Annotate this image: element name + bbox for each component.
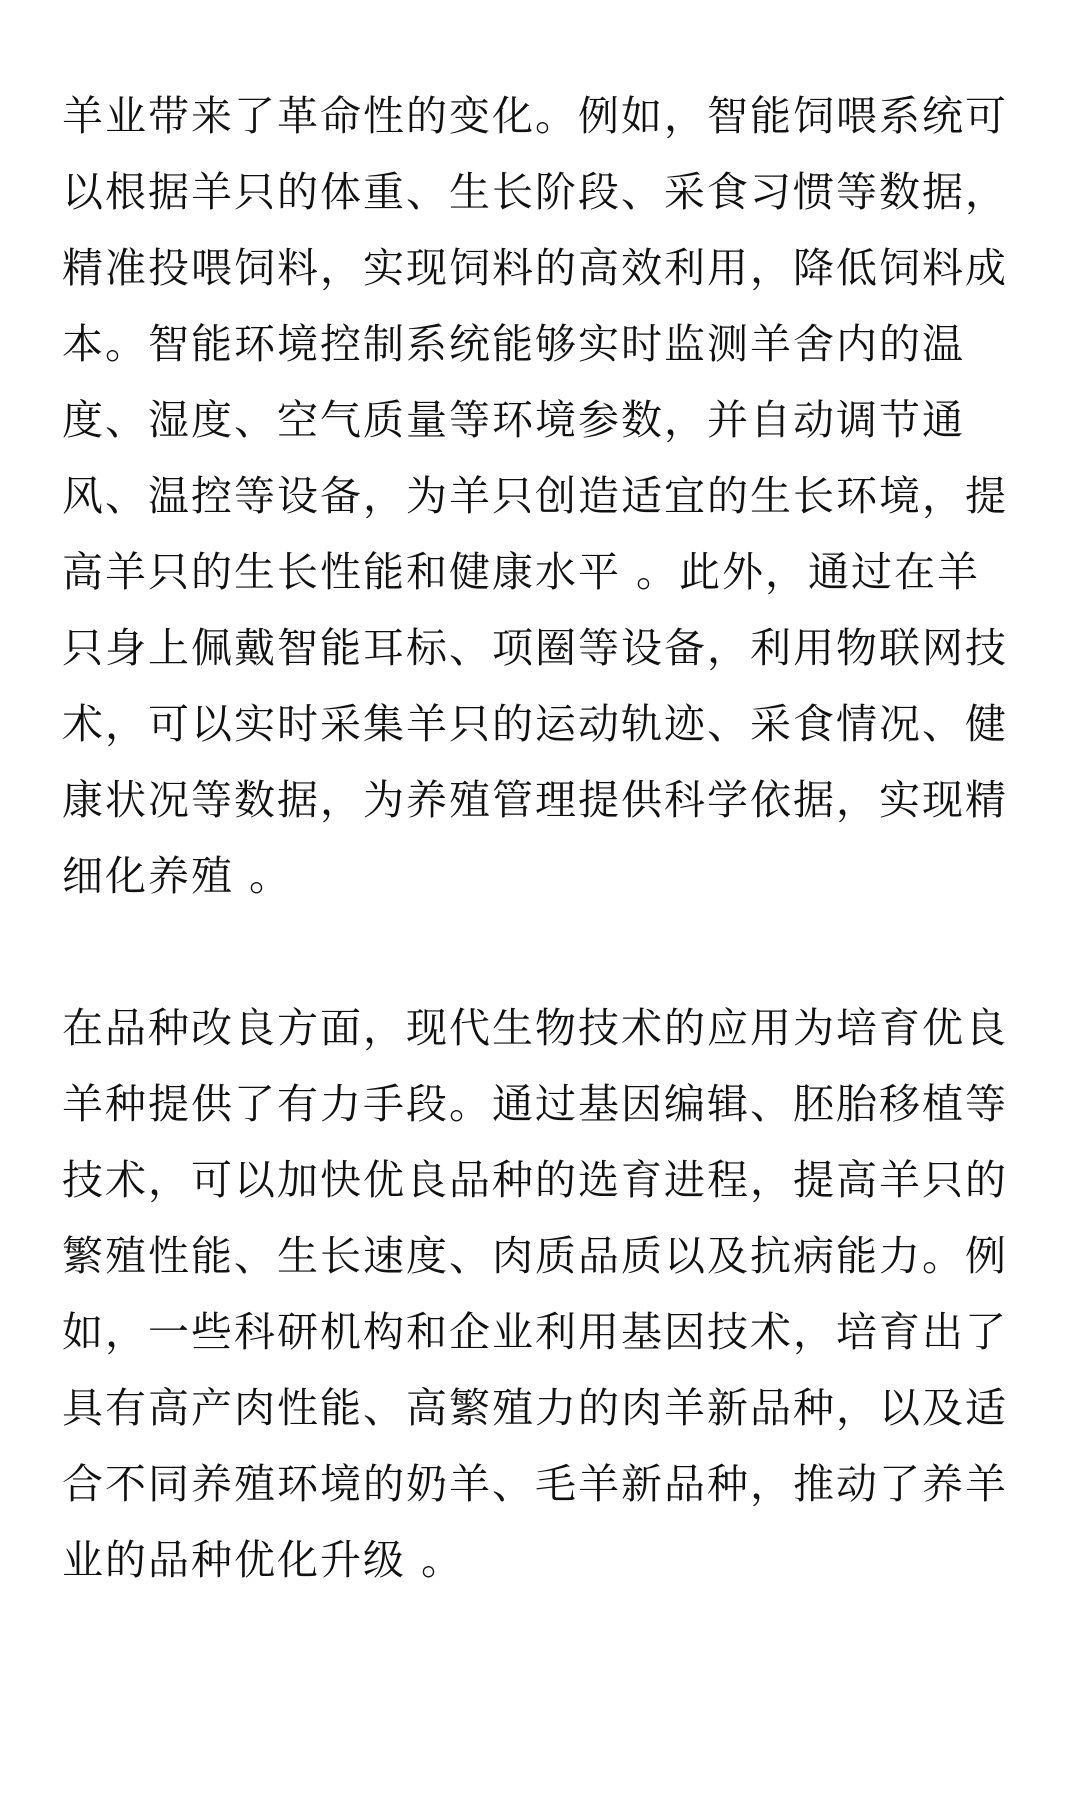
text-line: 繁殖性能、生长速度、肉质品质以及抗病能力。例 [62,1232,1008,1280]
text-line: 如，一些科研机构和企业利用基因技术，培育出了 [62,1308,1008,1356]
text-line: 只身上佩戴智能耳标、项圈等设备，利用物联网技 [62,624,1008,672]
paragraph-breed-improvement [62,990,1028,1598]
text-line: 合不同养殖环境的奶羊、毛羊新品种，推动了养羊 [62,1460,1008,1508]
text-line: 细化养殖 。 [62,852,293,900]
text-line: 高羊只的生长性能和健康水平 。此外，通过在羊 [62,548,981,596]
text-line: 精准投喂饲料，实现饲料的高效利用，降低饲料成 [62,244,1008,292]
text-line: 羊业带来了革命性的变化。例如，智能饲喂系统可 [62,92,1008,140]
text-line: 以根据羊只的体重、生长阶段、采食习惯等数据， [62,168,1008,216]
text-line: 羊种提供了有力手段。通过基因编辑、胚胎移植等 [62,1080,1008,1128]
text-line: 术，可以实时采集羊只的运动轨迹、采食情况、健 [62,700,1008,748]
text-line: 度、湿度、空气质量等环境参数，并自动调节通 [62,396,965,444]
text-line: 康状况等数据，为养殖管理提供科学依据，实现精 [62,776,1008,824]
text-line: 业的品种优化升级 。 [62,1536,465,1584]
article-body [62,78,1028,1598]
text-line: 技术，可以加快优良品种的选育进程，提高羊只的 [62,1156,1008,1204]
paragraph-smart-farming [62,78,1028,914]
text-line: 本。智能环境控制系统能够实时监测羊舍内的温 [62,320,965,368]
text-line: 风、温控等设备，为羊只创造适宜的生长环境，提 [62,472,1008,520]
text-line: 在品种改良方面，现代生物技术的应用为培育优良 [62,1004,1008,1052]
text-line: 具有高产肉性能、高繁殖力的肉羊新品种，以及适 [62,1384,1008,1432]
